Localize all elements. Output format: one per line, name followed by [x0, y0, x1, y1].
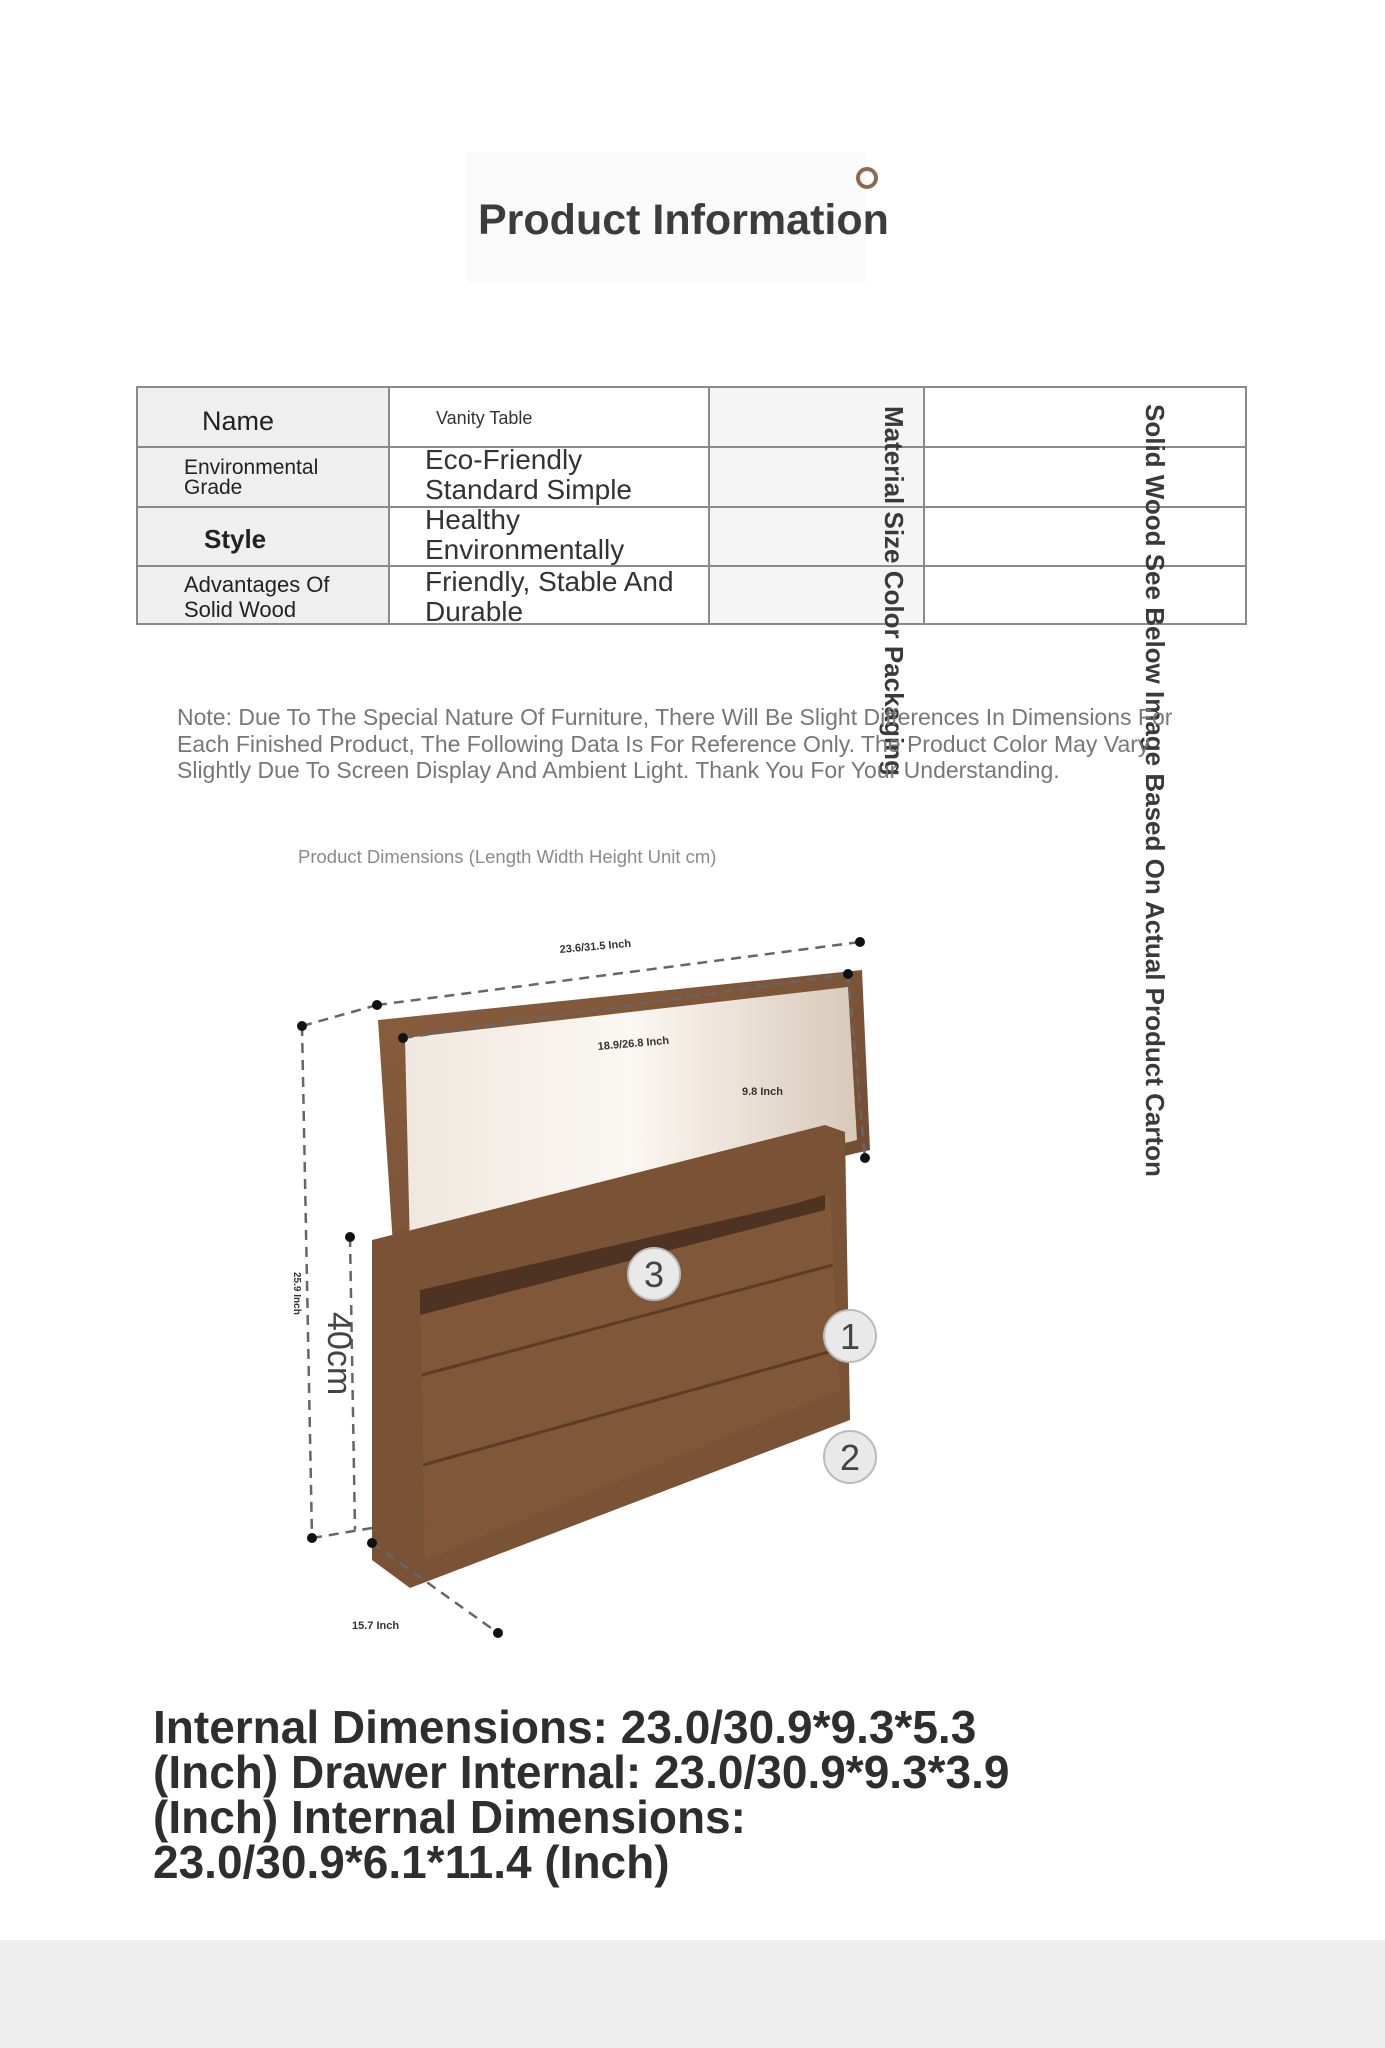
value-advantages: Friendly, Stable And Durable	[425, 566, 674, 627]
compartment-3-badge	[628, 1248, 680, 1300]
note-text: Note: Due To The Special Nature Of Furniture, There Will Be Slight Differences In Dimensions For Each Finished Product, The Following Data Is For Reference Only. The Product Color May Vary Slightly Due To Screen Display And Ambient Light. Thank You For Your Understanding.	[177, 704, 1173, 783]
body-height-label: 40cm	[320, 1312, 358, 1396]
label-environmental-grade: Environmental Grade	[184, 456, 319, 499]
ring-ornament-icon	[856, 167, 878, 189]
label-style: Style	[204, 524, 267, 554]
total-height-label: 25.9 Inch	[291, 1272, 302, 1315]
mirror-width-label: 18.9/26.8 Inch	[597, 1034, 670, 1053]
label-advantages: Advantages Of Solid Wood	[184, 572, 330, 622]
page-title: Product Information	[478, 196, 889, 244]
mirror-height-label: 9.8 Inch	[742, 1086, 783, 1098]
vertical-labels: Material Size Color Packaging	[879, 406, 909, 776]
drawer-2-badge	[824, 1431, 876, 1483]
spec-table	[136, 386, 1247, 625]
vertical-values: Solid Wood See Below Image Based On Actual Product Carton	[1140, 404, 1170, 1177]
value-environmental-grade: Eco-Friendly Standard Simple	[425, 444, 633, 505]
svg-text:1: 1	[839, 1316, 861, 1357]
svg-text:2: 2	[839, 1437, 861, 1478]
internal-dimensions-text: Internal Dimensions: 23.0/30.9*9.3*5.3 (Inch) Drawer Internal: 23.0/30.9*9.3*3.9 (Inch) Internal Dimensions: 23.0/30.9*6.1*11.4 (Inch)	[153, 1701, 1010, 1888]
drawer-1-badge	[824, 1310, 876, 1362]
depth-label: 15.7 Inch	[352, 1620, 400, 1632]
dimensions-caption: Product Dimensions (Length Width Height Unit cm)	[298, 846, 717, 867]
top-length-label: 23.6/31.5 Inch	[559, 937, 632, 956]
svg-text:3: 3	[643, 1254, 665, 1295]
value-style: Healthy Environmentally	[425, 504, 625, 565]
value-name: Vanity Table	[436, 408, 533, 428]
label-name: Name	[202, 406, 275, 436]
footer-band	[0, 1940, 1385, 2048]
vanity-product-image	[270, 920, 1070, 1680]
